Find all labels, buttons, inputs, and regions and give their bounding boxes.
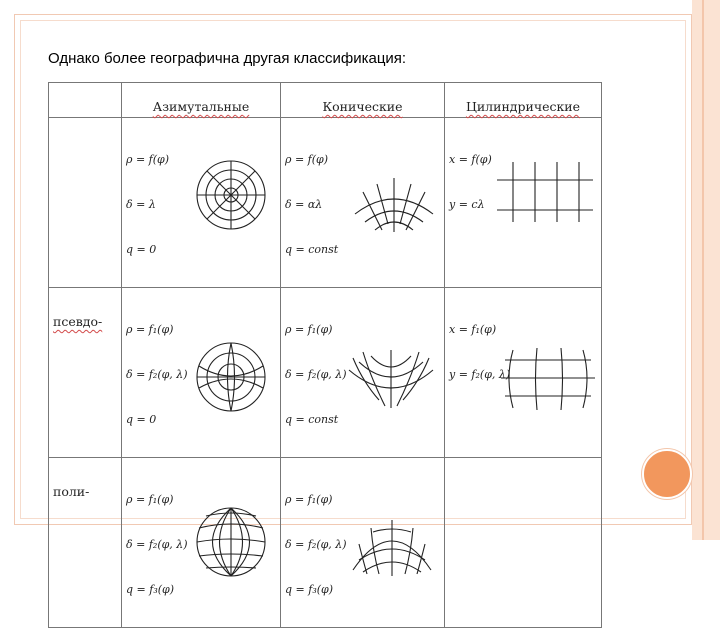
- column-header-conic: Конические: [281, 83, 445, 118]
- table-row-poly: [49, 458, 602, 628]
- right-decor-band: [692, 0, 720, 540]
- conic-pseudo-sketch: [345, 348, 437, 410]
- row-label-pseudo: псевдо-: [49, 288, 122, 458]
- formula-block: ρ = f₁(φ) δ = f₂(φ, λ) q = f₃(φ): [285, 493, 347, 596]
- azimuthal-poly-sketch: [194, 506, 268, 578]
- row-label-normal: [49, 118, 122, 288]
- cell-azimuthal-poly: [122, 458, 281, 628]
- conic-normal-sketch: [351, 176, 437, 232]
- cell-azimuthal-pseudo: [122, 288, 281, 458]
- formula-block: ρ = f(φ) δ = λ q = 0: [126, 153, 170, 256]
- cell-cylindrical-pseudo: [445, 288, 602, 458]
- formula-block: x = f(φ) y = cλ: [449, 153, 492, 211]
- cell-conic-normal: [281, 118, 445, 288]
- cell-conic-poly: [281, 458, 445, 628]
- cylindrical-pseudo-sketch: [491, 346, 597, 412]
- slide-heading: Однако более географична другая классификация:: [48, 50, 407, 67]
- conic-poly-sketch: [349, 516, 435, 578]
- cell-cylindrical-normal: [445, 118, 602, 288]
- accent-circle: [642, 449, 692, 499]
- cylindrical-normal-sketch: [495, 158, 595, 226]
- cell-conic-pseudo: [281, 288, 445, 458]
- formula-block: ρ = f₁(φ) δ = f₂(φ, λ) q = 0: [126, 323, 188, 426]
- column-header-cylindrical: Цилиндрические: [445, 83, 602, 118]
- azimuthal-pseudo-sketch: [194, 340, 268, 414]
- azimuthal-normal-sketch: [194, 158, 268, 232]
- cell-cylindrical-poly: [445, 458, 602, 628]
- table-row-pseudo: [49, 288, 602, 458]
- row-label-poly: поли-: [49, 458, 122, 628]
- projection-classification-table: [48, 82, 602, 628]
- formula-block: ρ = f₁(φ) δ = f₂(φ, λ) q = const: [285, 323, 347, 426]
- table-header-row: [49, 83, 602, 118]
- corner-cell: [49, 83, 122, 118]
- right-decor-line: [702, 0, 704, 540]
- column-header-azimuthal: Азимутальные: [122, 83, 281, 118]
- formula-block: ρ = f(φ) δ = αλ q = const: [285, 153, 339, 256]
- formula-block: x = f₁(φ) y = f₂(φ, λ): [449, 323, 511, 381]
- cell-azimuthal-normal: [122, 118, 281, 288]
- table-row-normal: [49, 118, 602, 288]
- formula-block: ρ = f₁(φ) δ = f₂(φ, λ) q = f₃(φ): [126, 493, 188, 596]
